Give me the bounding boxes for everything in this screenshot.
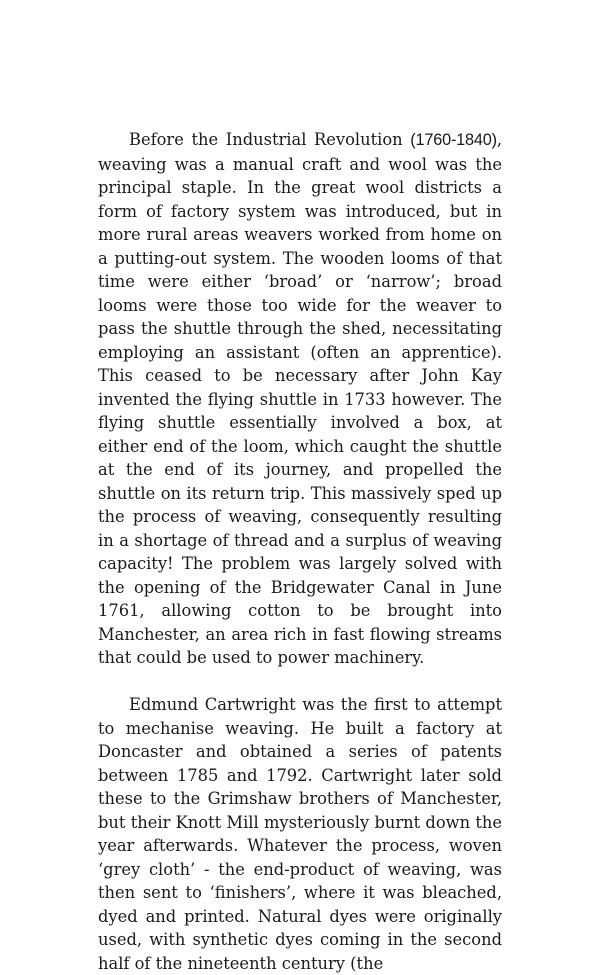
paragraph-1-text-rest: , weaving was a manual craft and wool was the principal staple. In the great wool districts a form of factory system was introduced, but in more rural areas weavers worked from home on a putting-out system. The wooden looms of that time were either ‘broad’ or ‘narrow’; broad looms were those too wide for the weaver to pass the shuttle through the shed, necessitating employing an assistant (often an apprentice). This ceased to be necessary after John Kay invented the flying shuttle in 1733 however. The flying shuttle essentially involved a box, at either end of the loom, which caught the shuttle at the end of its journey, and propelled the shuttle on its return trip. This massively sped up the process of weaving, consequently resulting in a shortage of thread and a surplus of weaving capacity! The problem was largely solved with the opening of the Bridgewater Canal in June 1761, allowing cotton to be brought into Manchester, an area rich in fast flowing streams that could be used to power machinery.: [98, 130, 502, 667]
paragraph-1-text-start: Before the Industrial Revolution: [129, 130, 411, 149]
paragraph-industrial-revolution: [98, 128, 502, 670]
paragraph-cartwright: Edmund Cartwright was the first to attempt to mechanise weaving. He built a factory at Doncaster and obtained a series of patents between 1785 and 1792. Cartwright later sold these to the Grimshaw brothers of Manchester, but their Knott Mill mysteriously burnt down the year afterwards. Whatever the process, woven ‘grey cloth’ - the end-product of weaving, was then sent to ‘finishers’, where it was bleached, dyed and printed. Natural dyes were originally used, with synthetic dyes coming in the second half of the nineteenth century (the: [98, 695, 502, 973]
document-page: [98, 128, 502, 975]
date-range: (1760-1840): [410, 131, 497, 149]
